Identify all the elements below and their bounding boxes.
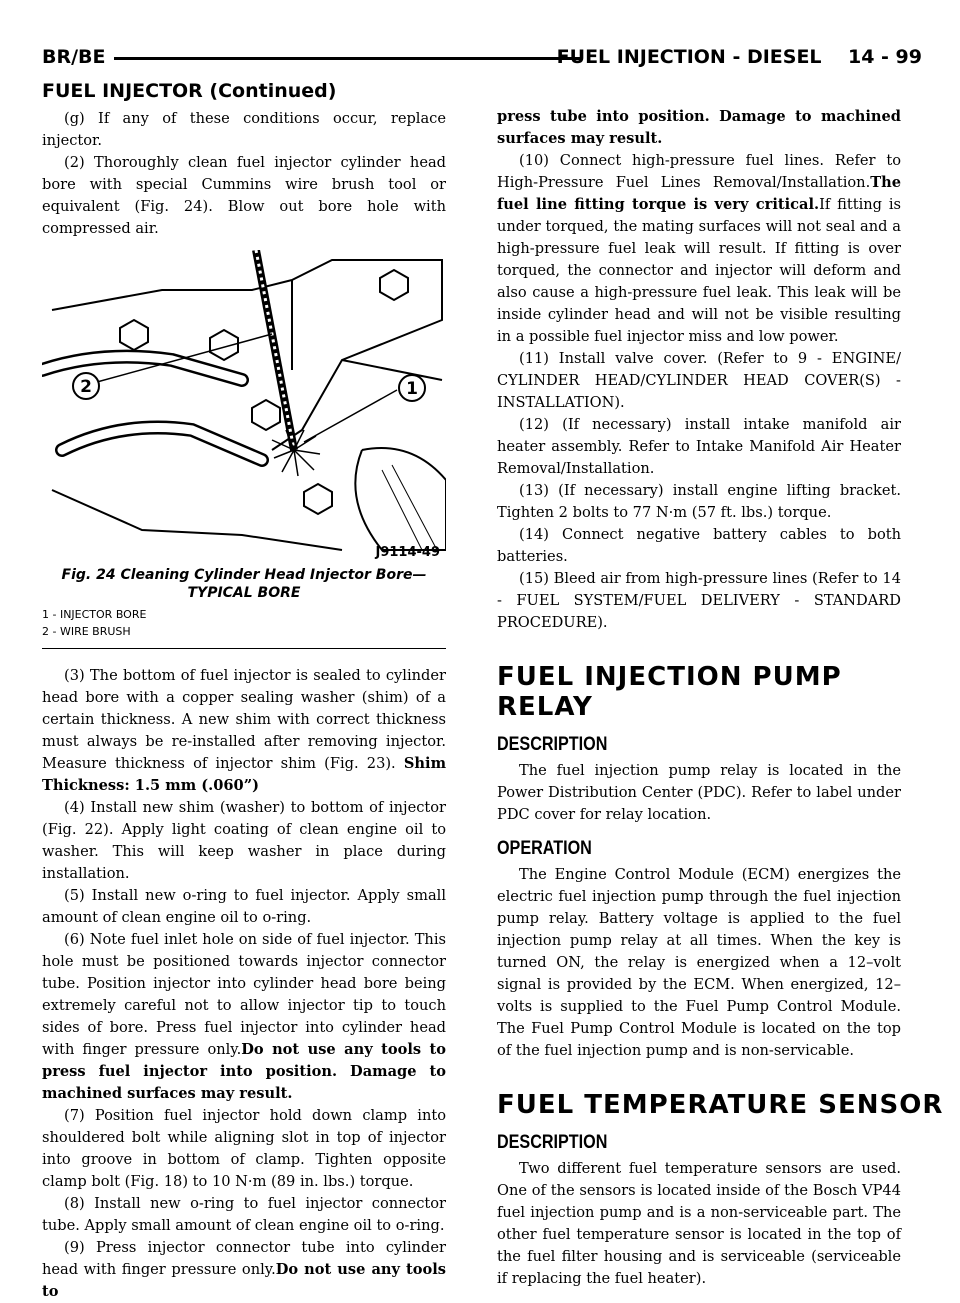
callout-1: 1 bbox=[406, 379, 418, 399]
right-column bbox=[497, 106, 944, 1290]
section-title-temperature-sensor: FUEL TEMPERATURE SENSOR bbox=[497, 1090, 944, 1120]
header-model: BR/BE bbox=[42, 46, 106, 68]
legend-item-1: 1 - INJECTOR BORE bbox=[42, 608, 147, 621]
left-column bbox=[42, 108, 446, 1303]
shim-thickness-spec: Shim Thickness: 1.5 mm (.060”) bbox=[42, 755, 447, 794]
step-8: (8) Install new o-ring to fuel injector connector tube. Apply small amount of clean engine oil to o-ring. bbox=[42, 1195, 446, 1234]
step-10: (10) Connect high-pressure fuel lines. Refer to High-Pressure Fuel Lines Removal/Installation.The fuel line fitting torque is very critical.If fitting is under torqued, the mating surfaces will not seal and a high-pressure fuel leak will result. If fitting is over torqued, the connector and injector will deform and also cause a high-pressure fuel leak. This leak will be inside cylinder head and will not be visible resulting in a possible fuel injector miss and low power. bbox=[497, 152, 901, 345]
heading-description: DESCRIPTION bbox=[497, 734, 608, 755]
step-9-continued: press tube into position. Damage to machined surfaces may result. bbox=[497, 108, 901, 147]
step-6-warning: Do not use any tools to press fuel injector into position. Damage to machined surfaces may result. bbox=[42, 1041, 447, 1102]
step-10-warning: The fuel line fitting torque is very critical. bbox=[497, 174, 901, 213]
engine-bore-illustration bbox=[42, 250, 446, 560]
figure-24 bbox=[42, 250, 446, 560]
pump-relay-operation: The Engine Control Module (ECM) energizes the electric fuel injection pump through the fuel injection pump relay. Battery voltage is applied to the fuel injection pump relay at all times. When the key is turned ON, the relay is energized when a 12–volt signal is provided by the ECM. When energized, 12–volts is supplied to the Fuel Pump Control Module. The Fuel Pump Control Module is located on the top of the fuel injection pump and is non-servicable. bbox=[497, 866, 901, 1059]
step-6: (6) Note fuel inlet hole on side of fuel injector. This hole must be positioned towards injector connector tube. Position injector into cylinder head bore being extremely careful not to allow injector tip to touch sides of bore. Press fuel injector into cylinder head with finger pressure only.Do not use any tools to press fuel injector into position. Damage to machined surfaces may result. bbox=[42, 931, 447, 1102]
legend-item-2: 2 - WIRE BRUSH bbox=[42, 625, 131, 638]
pump-relay-description: The fuel injection pump relay is located in the Power Distribution Center (PDC). Refer to label under PDC cover for relay location. bbox=[497, 762, 901, 823]
section-title-pump-relay: FUEL INJECTION PUMP RELAY bbox=[497, 662, 842, 722]
temperature-sensor-description: Two different fuel temperature sensors are used. One of the sensors is located inside of the Bosch VP44 fuel injection pump and is a non-serviceable part. The other fuel temperature sensor is located in the top of the fuel filter housing and is serviceable (serviceable if replacing the fuel heater). bbox=[497, 1160, 901, 1287]
section-continued-title: FUEL INJECTOR (Continued) bbox=[42, 80, 337, 102]
step-14: (14) Connect negative battery cables to both batteries. bbox=[497, 526, 901, 565]
heading-operation: OPERATION bbox=[497, 838, 592, 859]
step-2: (2) Thoroughly clean fuel injector cylinder head bore with special Cummins wire brush tool or equivalent (Fig. 24). Blow out bore hole with compressed air. bbox=[42, 154, 446, 237]
figure-legend bbox=[42, 606, 446, 640]
step-13: (13) (If necessary) install engine lifting bracket. Tighten 2 bolts to 77 N·m (57 ft. lbs.) torque. bbox=[497, 482, 901, 521]
step-15: (15) Bleed air from high-pressure lines (Refer to 14 - FUEL SYSTEM/FUEL DELIVERY - STANDARD PROCEDURE). bbox=[497, 570, 901, 631]
callout-2: 2 bbox=[80, 377, 92, 397]
step-7: (7) Position fuel injector hold down clamp into shouldered bolt while aligning slot in top of injector into groove in bottom of clamp. Tighten opposite clamp bolt (Fig. 18) to 10 N·m (89 in. lbs.) torque. bbox=[42, 1107, 446, 1190]
step-g: (g) If any of these conditions occur, replace injector. bbox=[42, 110, 446, 149]
heading-description-2: DESCRIPTION bbox=[497, 1132, 608, 1153]
header-section-page: FUEL INJECTION - DIESEL 14 - 99 bbox=[556, 46, 922, 68]
step-9-warning: Do not use any tools to bbox=[42, 1261, 446, 1300]
figure-caption: Fig. 24 Cleaning Cylinder Head Injector Bore— TYPICAL BORE bbox=[61, 567, 427, 601]
step-9: (9) Press injector connector tube into cylinder head with finger pressure only.Do not use any tools to bbox=[42, 1239, 446, 1300]
figure-divider bbox=[42, 648, 446, 649]
step-4: (4) Install new shim (washer) to bottom of injector (Fig. 22). Apply light coating of clean engine oil to washer. This will keep washer in place during installation. bbox=[42, 799, 446, 882]
step-11: (11) Install valve cover. (Refer to 9 - ENGINE/ CYLINDER HEAD/CYLINDER HEAD COVER(S) - INSTALLATION). bbox=[497, 350, 901, 411]
figure-code: J9114-49 bbox=[375, 545, 440, 560]
step-12: (12) (If necessary) install intake manifold air heater assembly. Refer to Intake Manifold Air Heater Removal/Installation. bbox=[497, 416, 901, 477]
header-rule bbox=[114, 57, 582, 60]
step-5: (5) Install new o-ring to fuel injector. Apply small amount of clean engine oil to o-ring. bbox=[42, 887, 446, 926]
step-3: (3) The bottom of fuel injector is sealed to cylinder head bore with a copper sealing washer (shim) of a certain thickness. A new shim with correct thickness must always be re-installed after removing injector. Measure thickness of injector shim (Fig. 23). Shim Thickness: 1.5 mm (.060”) bbox=[42, 667, 447, 794]
page-header bbox=[42, 46, 922, 72]
